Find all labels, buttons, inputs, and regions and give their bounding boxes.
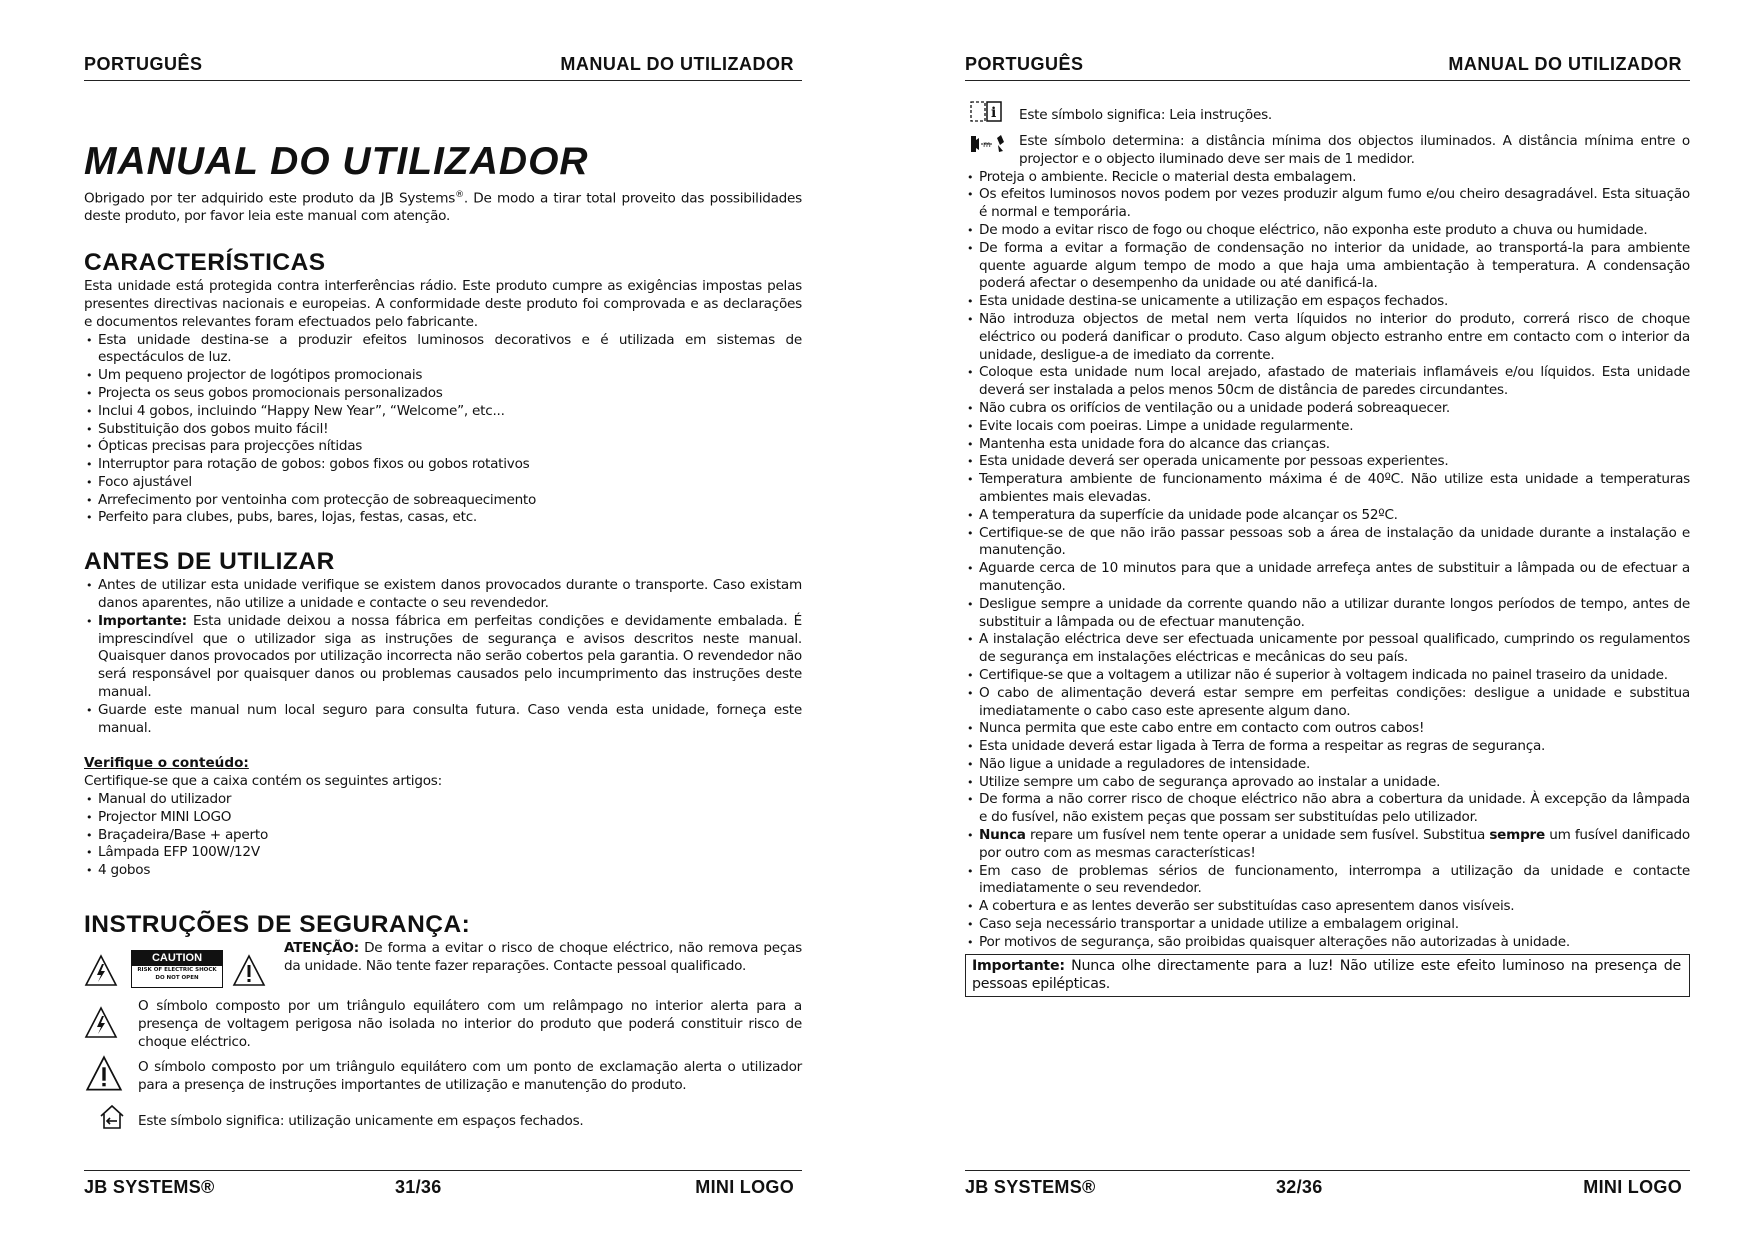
footer-model: MINI LOGO	[695, 1177, 794, 1197]
exclamation-icon	[84, 1055, 124, 1093]
safety-heading: INSTRUÇÕES DE SEGURANÇA:	[84, 911, 471, 939]
features-text: Esta unidade está protegida contra interferências rádio. Este produto cumpre as exigências impostas pelas presentes directivas nacionais e europeias. A conformidade deste produto foi comprovada e as declarações e documentos relevantes foram efectuados pelo fabricante.	[84, 278, 802, 330]
list-item: • Um pequeno projector de logótipos promocionais	[84, 367, 802, 385]
important-text: Nunca olhe directamente para a luz! Não utilize este efeito luminoso na presença de pessoas epilépticas.	[972, 957, 1681, 992]
read-instructions-row	[965, 103, 1690, 129]
list-item: • Arrefecimento por ventoinha com protecção de sobreaquecimento	[84, 492, 802, 510]
list-item: • Esta unidade deverá estar ligada à Terra de forma a respeitar as regras de segurança.	[965, 738, 1690, 756]
exclamation-row	[84, 1059, 802, 1095]
lightning-warning-icon	[84, 954, 118, 988]
footer-page-number: 31/36	[395, 1177, 442, 1197]
features-list	[84, 332, 802, 528]
caution-label-box	[131, 950, 223, 988]
attention-label: ATENÇÃO:	[284, 940, 359, 957]
right-page	[965, 0, 1690, 1240]
list-item: • Projecta os seus gobos promocionais personalizados	[84, 385, 802, 403]
list-item: • Temperatura ambiente de funcionamento máxima é de 40ºC. Não utilize esta unidade a temperaturas ambientes mais elevadas.	[965, 471, 1690, 507]
list-item: • Foco ajustável	[84, 474, 802, 492]
list-item: • Inclui 4 gobos, incluindo “Happy New Year”, “Welcome”, etc...	[84, 403, 802, 421]
important-text: Esta unidade deixou a nossa fábrica em perfeitas condições e devidamente embalada. É imprescindível que o utilizador siga as instruções de segurança e avisos descritos neste manual. Quaisquer danos provocados por utilização incorrecta não serão cobertos pela garantia. O revendedor não será responsável por quaisquer danos ou problemas causados pelo incumprimento das instruções deste manual.	[98, 612, 802, 701]
contents-section	[84, 755, 802, 880]
list-item	[965, 827, 1690, 863]
page-content	[84, 140, 802, 1135]
important-label: Importante:	[98, 612, 187, 629]
footer-brand: JB SYSTEMS®	[965, 1177, 1096, 1197]
list-item: • De forma a evitar a formação de condensação no interior da unidade, ao transportá-la para ambiente quente aguarde algum tempo de modo a que haja uma ambientação à temperatura. A condensação poderá afectar o desempenho da unidade ou até danificá-la.	[965, 240, 1690, 293]
caution-row	[84, 940, 802, 992]
list-item: • Proteja o ambiente. Recicle o material desta embalagem.	[965, 169, 1690, 187]
fuse-bold-1: Nunca	[979, 827, 1026, 844]
exclamation-warning-icon	[232, 954, 266, 988]
distance-icon	[967, 133, 1007, 155]
list-item: • Certifique-se que a voltagem a utilizar não é superior à voltagem indicada no painel traseiro da unidade.	[965, 667, 1690, 685]
contents-text: Certifique-se que a caixa contém os seguintes artigos:	[84, 773, 442, 790]
list-item: • Mantenha esta unidade fora do alcance das crianças.	[965, 436, 1690, 454]
before-use-list	[84, 577, 802, 737]
list-item: • Coloque esta unidade num local arejado, afastado de materiais inflamáveis e/ou líquidos. Esta unidade deverá ser instalada a pelos menos 50cm de distância de paredes circundantes.	[965, 364, 1690, 400]
list-item: • Caso seja necessário transportar a unidade utilize a embalagem original.	[965, 916, 1690, 934]
intro-text-a: Obrigado por ter adquirido este produto da JB Systems	[84, 190, 456, 207]
list-item: • Esta unidade deverá ser operada unicamente por pessoas experientes.	[965, 453, 1690, 471]
list-item: • Braçadeira/Base + aperto	[84, 827, 802, 845]
list-item: • Interruptor para rotação de gobos: gobos fixos ou gobos rotativos	[84, 456, 802, 474]
list-item: • Certifique-se de que não irão passar pessoas sob a área de instalação da unidade durante a instalação e manutenção.	[965, 525, 1690, 561]
list-item: • A temperatura da superfície da unidade pode alcançar os 52ºC.	[965, 507, 1690, 525]
fuse-bold-2: sempre	[1489, 827, 1545, 844]
distance-text: Este símbolo determina: a distância mínima dos objectos iluminados. A distância mínima entre o projector e o objecto iluminado deve ser mais de 1 medidor.	[1019, 133, 1690, 167]
contents-list	[84, 791, 802, 880]
attention-text	[284, 940, 802, 976]
before-use-section	[84, 547, 802, 737]
list-item: • Esta unidade destina-se a produzir efeitos luminosos decorativos e é utilizada em sistemas de espectáculos de luz.	[84, 332, 802, 368]
indoor-use-icon	[98, 1103, 126, 1131]
safety-items-b	[965, 863, 1690, 952]
intro-paragraph	[84, 187, 802, 226]
list-item: • Lâmpada EFP 100W/12V	[84, 844, 802, 862]
footer-model: MINI LOGO	[1583, 1177, 1682, 1197]
contents-heading: Verifique o conteúdo:	[84, 755, 249, 772]
page-header	[84, 54, 802, 81]
list-item: • Aguarde cerca de 10 minutos para que a unidade arrefeça antes de substituir a lâmpada ou de efectuar a manutenção.	[965, 560, 1690, 596]
caution-label: CAUTION	[132, 951, 222, 966]
important-box	[965, 954, 1690, 997]
main-title: MANUAL DO UTILIZADOR	[84, 140, 589, 183]
distance-row	[965, 133, 1690, 169]
fuse-text-2: um fusível danificado por outro com as mesmas características!	[979, 827, 1690, 861]
header-title: MANUAL DO UTILIZADOR	[1448, 54, 1682, 74]
caution-sub1: RISK OF ELECTRIC SHOCK	[137, 967, 217, 974]
list-item: • Guarde este manual num local seguro para consulta futura. Caso venda esta unidade, forneça este manual.	[84, 702, 802, 738]
read-text: Este símbolo significa: Leia instruções.	[1019, 107, 1272, 123]
lightning-text: O símbolo composto por um triângulo equilátero com um relâmpago no interior alerta para a presença de voltagem perigosa não isolada no interior do produto que poderá constituir risco de choque eléctrico.	[138, 998, 802, 1050]
list-item: • Evite locais com poeiras. Limpe a unidade regularmente.	[965, 418, 1690, 436]
header-title: MANUAL DO UTILIZADOR	[560, 54, 794, 74]
list-item: • Manual do utilizador	[84, 791, 802, 809]
page-content	[965, 103, 1690, 997]
list-item: • A cobertura e as lentes deverão ser substituídas caso apresentem danos visíveis.	[965, 898, 1690, 916]
important-note	[972, 957, 1681, 993]
list-item: • Nunca permita que este cabo entre em contacto com outros cabos!	[965, 720, 1690, 738]
list-item: • Ópticas precisas para projecções nítidas	[84, 438, 802, 456]
book-icon	[969, 99, 1003, 123]
left-page	[84, 0, 802, 1240]
header-language: PORTUGUÊS	[965, 54, 1084, 74]
list-item: • 4 gobos	[84, 862, 802, 880]
fuse-text-1: repare um fusível nem tente operar a unidade sem fusível. Substitua	[1025, 827, 1490, 844]
exclamation-text: O símbolo composto por um triângulo equilátero com um ponto de exclamação alerta o utilizador para a presença de instruções importantes de utilização e manutenção do produto.	[138, 1059, 802, 1094]
list-item	[84, 613, 802, 702]
registered-mark: ®	[455, 190, 464, 200]
before-use-heading: ANTES DE UTILIZAR	[84, 548, 335, 576]
list-item: • Substituição dos gobos muito fácil!	[84, 421, 802, 439]
list-item: • Por motivos de segurança, são proibidas quaisquer alterações não autorizadas à unidade.	[965, 934, 1690, 952]
list-item: • Não introduza objectos de metal nem verta líquidos no interior do produto, correrá risco de choque eléctrico ou poderá danificar o produto. Caso algum objecto estranho entre em contacto com o interior da unidade, desligue-a de imediato da corrente.	[965, 311, 1690, 364]
safety-section	[84, 910, 802, 1135]
indoor-text: Este símbolo significa: utilização unicamente em espaços fechados.	[138, 1113, 584, 1130]
page-footer	[84, 1170, 802, 1199]
caution-sub2: DO NOT OPEN	[155, 975, 199, 982]
list-item: • Utilize sempre um cabo de segurança aprovado ao instalar a unidade.	[965, 774, 1690, 792]
book-icon-letter: i	[991, 105, 997, 121]
list-item: • Desligue sempre a unidade da corrente quando não a utilizar durante longos períodos de tempo, antes de substituir a lâmpada ou de efectuar manutenção.	[965, 596, 1690, 632]
list-item: • De modo a evitar risco de fogo ou choque eléctrico, não exponha este produto a chuva ou humidade.	[965, 222, 1690, 240]
footer-page-number: 32/36	[1276, 1177, 1323, 1197]
attention-body: De forma a evitar o risco de choque eléctrico, não remova peças da unidade. Não tente fazer reparações. Contacte pessoal qualificado.	[284, 940, 802, 974]
features-heading: CARACTERÍSTICAS	[84, 249, 326, 277]
list-item: • De forma a não correr risco de choque eléctrico não abra a cobertura da unidade. À excepção da lâmpada e do fusível, não existem peças que possam ser substituídas pelo utilizador.	[965, 791, 1690, 827]
list-item: • Não ligue a unidade a reguladores de intensidade.	[965, 756, 1690, 774]
list-item: • Antes de utilizar esta unidade verifique se existem danos provocados durante o transporte. Caso existam danos aparentes, não utilize a unidade e contacte o seu revendedor.	[84, 577, 802, 613]
list-item: • Em caso de problemas sérios de funcionamento, interrompa a utilização da unidade e contacte imediatamente o seu revendedor.	[965, 863, 1690, 899]
indoor-row	[84, 1109, 802, 1135]
distance-label: m	[983, 140, 991, 149]
page-header	[965, 54, 1690, 81]
intro-text-b: . De modo a tirar total proveito das possibilidades deste produto, por favor leia este manual com atenção.	[84, 190, 802, 225]
header-language: PORTUGUÊS	[84, 54, 203, 74]
lightning-icon	[84, 1006, 118, 1040]
safety-list	[965, 169, 1690, 952]
page-footer	[965, 1170, 1690, 1199]
list-item: • Esta unidade destina-se unicamente a utilização em espaços fechados.	[965, 293, 1690, 311]
safety-items-a	[965, 169, 1690, 827]
features-section	[84, 248, 802, 527]
list-item: • Perfeito para clubes, pubs, bares, lojas, festas, casas, etc.	[84, 509, 802, 527]
list-item: • Os efeitos luminosos novos podem por vezes produzir algum fumo e/ou cheiro desagradável. Esta situação é normal e temporária.	[965, 186, 1690, 222]
list-item: • Projector MINI LOGO	[84, 809, 802, 827]
list-item: • Não cubra os orifícios de ventilação ou a unidade poderá sobreaquecer.	[965, 400, 1690, 418]
footer-brand: JB SYSTEMS®	[84, 1177, 215, 1197]
important-label: Importante:	[972, 957, 1065, 974]
list-item: • A instalação eléctrica deve ser efectuada unicamente por pessoal qualificado, cumprindo os regulamentos de segurança em instalações eléctricas e mecânicas do seu país.	[965, 631, 1690, 667]
list-item: • O cabo de alimentação deverá estar sempre em perfeitas condições: desligue a unidade e substitua imediatamente o cabo caso este apresente algum dano.	[965, 685, 1690, 721]
lightning-row	[84, 998, 802, 1051]
